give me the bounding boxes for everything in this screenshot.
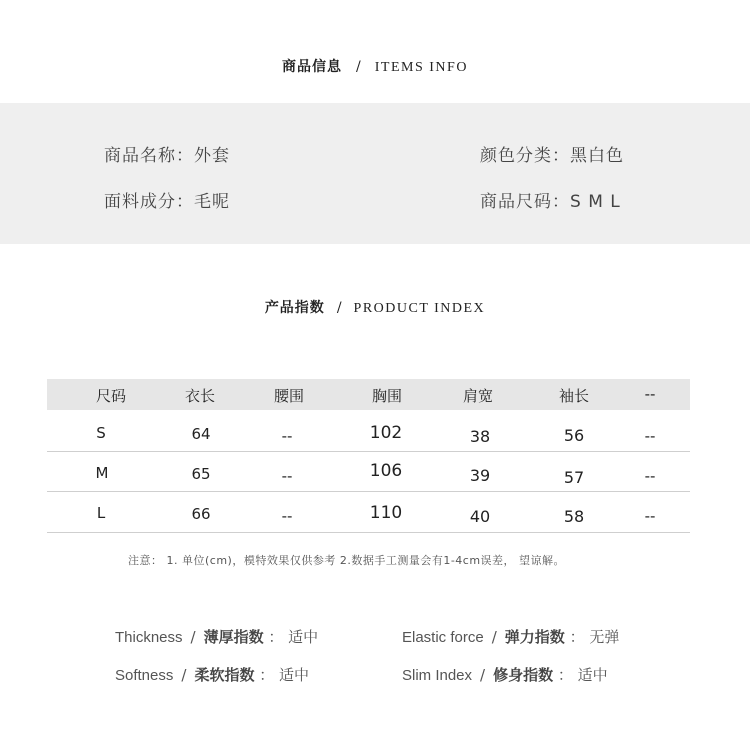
table-cell: --	[644, 427, 656, 445]
header-shoulder: 肩宽	[462, 387, 494, 405]
header-extra: --	[644, 385, 656, 403]
softness-label-cn: 柔软指数	[194, 666, 255, 684]
header-sleeve: 袖长	[558, 387, 590, 405]
thickness-index	[115, 626, 318, 647]
thickness-value: ： 适中	[268, 628, 319, 646]
elastic-value: ： 无弹	[569, 628, 620, 646]
softness-index	[115, 664, 309, 685]
items-info-band	[0, 103, 750, 244]
table-cell: --	[644, 467, 656, 485]
fabric-material: 面料成分：毛呢	[104, 192, 230, 212]
elastic-separator: /	[491, 628, 497, 646]
thickness-separator: /	[190, 628, 196, 646]
table-cell: 106	[369, 461, 403, 481]
header-chest: 胸围	[371, 387, 403, 405]
slim-label-en: Slim Index	[402, 667, 473, 684]
size-table-header	[47, 379, 690, 410]
table-cell: 64	[191, 425, 211, 443]
slim-separator: /	[480, 666, 486, 684]
slim-value: ： 适中	[557, 666, 608, 684]
header-length: 衣长	[184, 387, 216, 405]
softness-label-en: Softness	[115, 667, 174, 684]
thickness-label-en: Thickness	[115, 629, 183, 646]
table-cell: 66	[191, 505, 211, 523]
product-index-title-en: PRODUCT INDEX	[353, 301, 486, 316]
table-cell: 40	[469, 507, 491, 526]
elastic-index	[402, 626, 619, 647]
table-cell: 38	[469, 427, 491, 446]
slim-index	[402, 664, 608, 685]
table-cell: --	[644, 507, 656, 525]
row-divider	[47, 491, 690, 492]
table-cell: 57	[563, 468, 585, 487]
color-category: 颜色分类：黑白色	[480, 146, 624, 166]
softness-separator: /	[181, 666, 187, 684]
table-cell: 39	[469, 466, 491, 485]
table-cell: --	[281, 427, 293, 445]
thickness-label-cn: 薄厚指数	[203, 628, 264, 646]
size-options: 商品尺码：S M L	[480, 192, 621, 212]
table-cell: S	[96, 424, 106, 442]
product-index-title-cn: 产品指数	[264, 300, 325, 316]
elastic-label-cn: 弹力指数	[504, 628, 565, 646]
table-cell: 65	[191, 465, 211, 483]
header-size: 尺码	[95, 387, 127, 405]
product-index-heading	[0, 297, 750, 317]
slim-label-cn: 修身指数	[493, 666, 554, 684]
row-divider	[47, 451, 690, 452]
table-cell: M	[95, 464, 109, 482]
items-info-title-en: ITEMS INFO	[374, 60, 468, 75]
product-index-separator: /	[336, 300, 342, 316]
table-cell: 110	[369, 503, 403, 523]
items-info-heading	[0, 56, 750, 76]
elastic-label-en: Elastic force	[402, 629, 484, 646]
items-info-separator: /	[356, 59, 361, 75]
measurement-note: 注意： 1. 单位(cm)，模特效果仅供参考 2.数据手工测量会有1-4cm误差， 望谅解。	[128, 554, 566, 567]
items-info-title-cn: 商品信息	[282, 59, 343, 75]
row-divider	[47, 532, 690, 533]
header-waist: 腰围	[273, 387, 305, 405]
product-name: 商品名称：外套	[104, 146, 230, 166]
table-cell: 58	[563, 507, 585, 526]
table-cell: --	[281, 507, 293, 525]
table-cell: 56	[563, 426, 585, 445]
table-cell: L	[96, 504, 106, 522]
table-cell: 102	[369, 423, 403, 443]
table-cell: --	[281, 467, 293, 485]
softness-value: ： 适中	[259, 666, 310, 684]
